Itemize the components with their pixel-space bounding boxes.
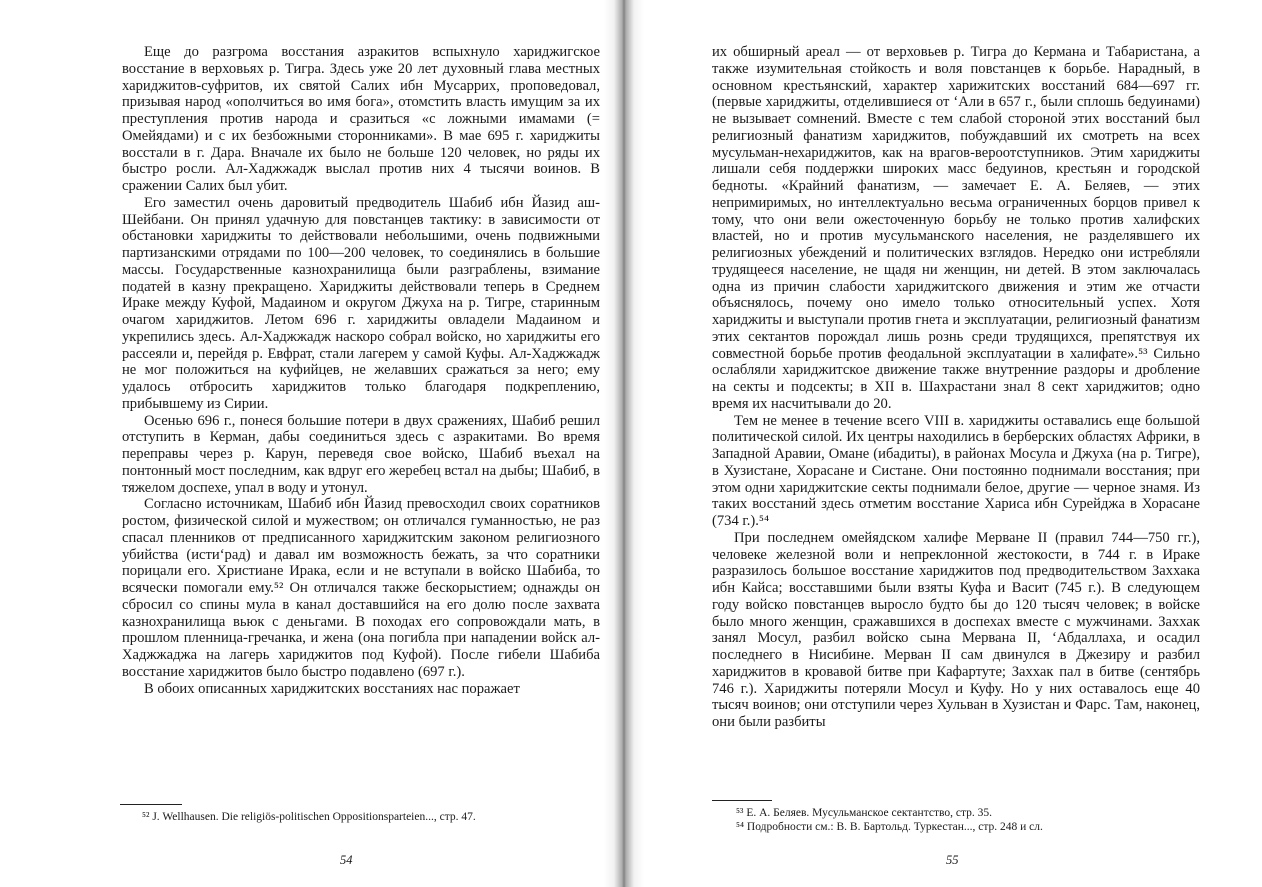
- left-paragraph-3: Осенью 696 г., понеся большие потери в двух сражениях, Шабиб решил отступить в Керман, дабы соединиться здесь с азракитами. Во время переправы через р. Карун, переведя свое войско, Шабиб въехал на понтонный мост последним, как вдруг его жеребец встал на дыбы; Шабиб, в тяжелом доспехе, упал в воду и утонул.: [122, 412, 600, 496]
- left-paragraph-5: В обоих описанных хариджитских восстаниях нас поражает: [144, 680, 520, 697]
- footnote-52: ⁵² J. Wellhausen. Die religiös-politischen Oppositionsparteien..., стр. 47.: [142, 811, 476, 823]
- left-footnotes: [122, 810, 600, 824]
- right-footnote-divider: [712, 800, 772, 801]
- left-page-body: [122, 44, 600, 697]
- right-page: [636, 0, 1262, 887]
- left-paragraph-1: Еще до разгрома восстания азракитов вспыхнуло хариджигское восстание в верховьях р. Тигра. Здесь уже 20 лет духовный глава местных хариджитов-суфритов, их святой Салих ибн Мусаррих, проповедовал, призывая народ «ополчиться во имя бога», отомстить власть имущим за их преступления против народа и сразиться «с ложными имамами (= Омейядами) и с их безбожными сторонниками». В мае 695 г. хариджиты восстали в г. Дара. Вначале их было не больше 120 человек, но ряды их быстро росли. Ал-Хаджжадж выслал против них 4 тысячи воинов. В сражении Салих был убит.: [122, 44, 600, 194]
- footnote-53: ⁵³ Е. А. Беляев. Мусульманское сектантство, стр. 35.: [736, 807, 992, 819]
- left-footnote-divider: [120, 804, 182, 805]
- footnote-54: ⁵⁴ Подробности см.: В. В. Бартольд. Туркестан..., стр. 248 и сл.: [736, 821, 1043, 833]
- right-page-body: [712, 44, 1200, 731]
- left-paragraph-4: Согласно источникам, Шабиб ибн Йазид превосходил своих соратников ростом, физической силой и мужеством; он отличался гуманностью, не раз спасал пленников от предписанного хариджитским законом религиозного убийства (исти‘рад) и давал им возможность бежать, за что соратники порицали его. Христиане Ирака, если и не вступали в войско Шабиба, то всячески помогали ему.⁵² Он отличался также бескорыстием; однажды он сбросил со спины мула в канал доставшийся на его долю после захвата казнохранилища вьюк с деньгами. В походах его сопровождали мать, в прошлом пленница-гречанка, и жена (она погибла при нападении войск ал-Хаджжаджа на лагерь хариджитов под Куфой). После гибели Шабиба восстание хариджитов было быстро подавлено (697 г.).: [122, 496, 600, 680]
- right-paragraph-2: Тем не менее в течение всего VIII в. хариджиты оставались еще большой политической силой. Их центры находились в берберских областях Африки, в Западной Аравии, Омане (ибадиты), в районах Мосула и Джуха (на р. Тигре), в Хузистане, Хорасане и Систане. Они постоянно поднимали восстания; при этом одни хариджитские секты поднимали белое, другие — черное знамя. Из таких восстаний здесь отметим восстание Хариса ибн Сурейджа в Хорасане (734 г.).⁵⁴: [712, 412, 1200, 529]
- right-paragraph-3: При последнем омейядском халифе Мерване II (правил 744—750 гг.), человеке железной воли и непреклонной жестокости, в 744 г. в Ираке разразилось большое восстание хариджитов под предводительством Заххака ибн Кайса; восставшими были взяты Куфа и Васит (745 г.). В следующем году войско повстанцев выросло будто бы до 120 тысяч человек; в войске было много женщин, сражавшихся в доспехах вместе с мужчинами. Заххак занял Мосул, разбил войско сына Мервана II, ‘Абдаллаха, и осадил последнего в Нисибине. Мерван II сам двинулся в Джезиру и разбил хариджитов в кровавой битве при Кафартуте; Заххак пал в битве (сентябрь 746 г.). Хариджиты потеряли Мосул и Куфу. Но у них оставалось еще 40 тысяч воинов; они отступили через Хульван в Хузистан и Фарс. Там, наконец, они были разбиты: [712, 529, 1200, 730]
- right-footnotes: [716, 806, 1200, 834]
- right-page-number: 55: [946, 853, 959, 867]
- left-paragraph-2: Его заместил очень даровитый предводитель Шабиб ибн Йазид аш-Шейбани. Он принял удачную для повстанцев тактику: в зависимости от обстановки хариджиты то действовали небольшими, очень подвижными партизанскими отрядами по 100—200 человек, то соединялись в большие массы. Государственные казнохранилища были разграблены, взимание податей в казну прекращено. Хариджиты действовали теперь в Среднем Ираке между Куфой, Мадаином и округом Джуха на р. Тигре, старинным очагом хариджитов. Летом 696 г. хариджиты овладели Мадаином и укрепились здесь. Ал-Хаджжадж наскоро собрал войско, но хариджиты его рассеяли и, перейдя р. Евфрат, стали лагерем у самой Куфы. Ал-Хаджжадж не мог положиться на куфийцев, не желавших сражаться за него; ему удалось отбросить хариджитов только благодаря подкреплению, прибывшему из Сирии.: [122, 194, 600, 412]
- right-paragraph-1: их обширный ареал — от верховьев р. Тигра до Кермана и Табаристана, а также изумительная стойкость и воля повстанцев к борьбе. Нарадный, в основном крестьянский, характер харижитских восстаний 684—697 гг. (первые хариджиты, отделившиеся от ‘Али в 657 г., были сплошь бедуинами) не вызывает сомнений. Вместе с тем слабой стороной этих восстаний был религиозный фанатизм хариджитов, побуждавший их смотреть на всех мусульман-нехариджитов, как на врагов-вероотступников. Этим хариджиты лишали себя поддержки широких масс бедуинов, крестьян и городской бедноты. «Крайний фанатизм, — замечает Е. А. Беляев, — этих непримиримых, но интеллектуально весьма ограниченных борцов привел к тому, что они вели ожесточенную борьбу не только против халифских властей, но и против мусульманского населения, не разделявшего их религиозных убеждений и политических взглядов. Нередко они истребляли трудящееся население, не щадя ни женщин, ни детей. В этом заключалась одна из причин слабости хариджитского движения и этим же отчасти объяснялось, почему оно имело только относительный успех. Хотя хариджиты и выступали против гнета и эксплуатации, религиозный фанатизм этих сектантов порождал лишь рознь среди трудящихся, препятствуя их совместной борьбе против феодальной эксплуатации в халифате».⁵³ Сильно ослабляли хариджитское движение также внутренние раздоры и дробление на секты и подсекты; в XII в. Шахрастани знал 8 сект хариджитов; одно время их насчитывали до 20.: [712, 44, 1200, 412]
- left-page-number: 54: [340, 853, 353, 867]
- left-page: [0, 0, 628, 887]
